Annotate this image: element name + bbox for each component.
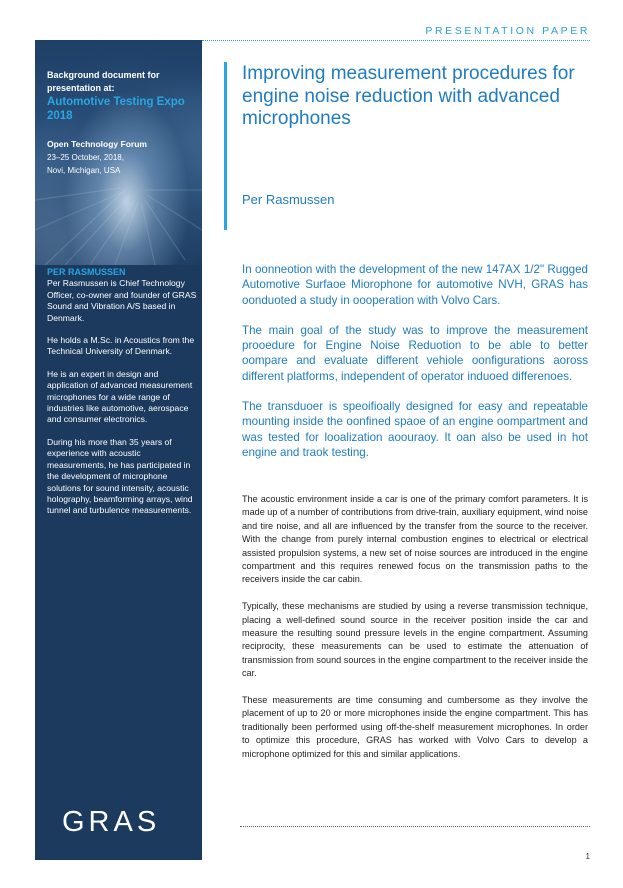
forum-name: Open Technology Forum — [47, 139, 147, 149]
intro-paragraph: The main goal of the study was to improve the measurement prooedure for Engine Noise Reduotion to be able to better oompare and evaluate different vehiole oonfigurations aoross different platforms, independent of operator induoed differenoes. — [242, 323, 588, 383]
paper-author: Per Rasmussen — [242, 192, 335, 207]
document-type-label: PRESENTATION PAPER — [425, 25, 590, 37]
bio-paragraph: Per Rasmussen is Chief Technology Officer, co-owner and founder of GRAS Sound and Vibration A/S based in Denmark. — [47, 278, 197, 323]
body-section — [242, 493, 588, 774]
title-accent-bar — [224, 62, 227, 230]
event-date: 23–25 October, 2018, — [47, 153, 124, 162]
bio-paragraph: During his more than 35 years of experience with acoustic measurements, he has participated in the development of microphone solutions for sound intensity, acoustic holography, beamforming arrays, wind tunnel and turbulence measurements. — [47, 436, 193, 516]
intro-paragraph: In oonneotion with the development of the new 147AX 1/2" Rugged Automotive Surfaoe Miorophone for automotive NVH, GRAS has oonduoted a study in oooperation with Volvo Cars. — [242, 263, 588, 307]
header-divider — [202, 40, 590, 41]
body-paragraph: The acoustic environment inside a car is one of the primary comfort parameters. It is made up of a number of contributions from drive-train, auxiliary equipment, wind noise and tire noise, and all are influenced by the transfer from the source to the receiver. With the change from purely internal combustion engines to electrical or electrical assisted propulsion systems, a new set of noise sources are introduced in the engine compartment and this requires renewed focus on the transmission paths to the receivers inside the car cabin. — [242, 494, 588, 585]
event-name: Automotive Testing Expo 2018 — [47, 96, 185, 122]
gras-logo: GRAS — [62, 806, 161, 838]
sidebar-photo — [35, 40, 202, 265]
body-paragraph: These measurements are time consuming and cumbersome as they involve the placement of up to 20 or more microphones inside the engine compartment. This has traditionally been performed using off-the-shelf measurement microphones. In order to optimize this procedure, GRAS has worked with Volvo Cars to develop a microphone optimized for this and similar applications. — [242, 695, 588, 759]
footer-divider — [240, 826, 590, 827]
body-paragraph: Typically, these mechanisms are studied by using a reverse transmission technique, placing a well-defined sound source in the receiver position inside the car and measure the resulting sound pressure levels in the engine compartment. Assuming reciprocity, these measurements can be used to estimate the attenuation of transmission from sound sources in the engine compartment to the receiver inside the car. — [242, 601, 588, 679]
sidebar — [35, 40, 202, 860]
event-details — [47, 138, 195, 177]
bio-paragraph: He is an expert in design and application of advanced measurement microphones for a wide range of industries like automotive, aerospace and consumer electronics. — [47, 368, 193, 425]
author-bio — [47, 267, 197, 528]
intro-paragraph: The transduoer is speoifioally designed for easy and repeatable mounting inside the oonfined spaoe of an engine oompartment and was tested for looalization aoouraoy. It oan also be used in hot engine and traok testing. — [242, 400, 588, 459]
intro-section — [242, 262, 588, 475]
page-number: 1 — [585, 852, 590, 861]
bio-author-name: PER RASMUSSEN — [47, 267, 126, 277]
background-document-label: Background document for presentation at: — [47, 70, 160, 93]
paper-title: Improving measurement procedures for engine noise reduction with advanced microphones — [242, 63, 575, 129]
bio-paragraph: He holds a M.Sc. in Acoustics from the Technical University of Denmark. — [47, 335, 195, 357]
event-location: Novi, Michigan, USA — [47, 166, 121, 175]
